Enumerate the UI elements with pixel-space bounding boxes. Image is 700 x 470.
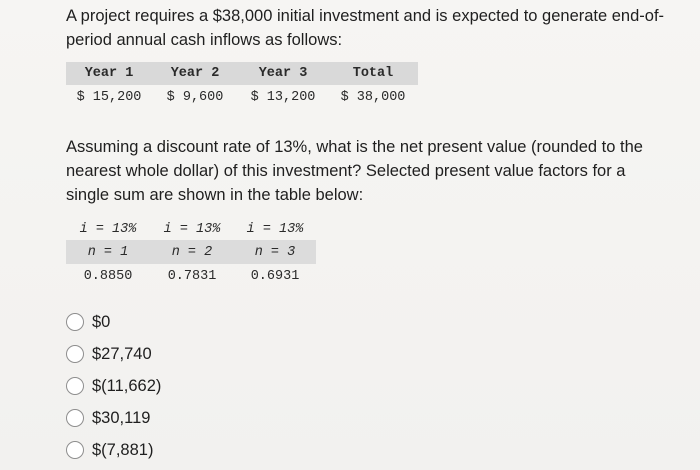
cash-flow-header-row: [66, 62, 418, 85]
rate-cell-1: i = 13%: [79, 221, 137, 237]
option-2[interactable]: [66, 370, 161, 402]
option-label: $27,740: [92, 344, 152, 363]
rate-cell-2: i = 13%: [163, 221, 221, 237]
option-0[interactable]: [66, 306, 161, 338]
question-prompt: Assuming a discount rate of 13%, what is the net present value (rounded to the nearest whole dollar) of this investment? Selected present value factors for a single sum are shown in the table below:: [66, 138, 643, 204]
pv-period-row: [66, 240, 316, 264]
option-label: $0: [92, 312, 111, 331]
answer-options: [66, 306, 161, 466]
factor-cell-3: 0.6931: [250, 268, 300, 284]
value-year-3: $ 13,200: [250, 89, 316, 105]
question-intro: A project requires a $38,000 initial investment and is expected to generate end-of-period annual cash inflows as follows:: [66, 7, 665, 49]
value-total: $ 38,000: [340, 89, 406, 105]
pv-factor-table: [66, 218, 316, 288]
period-cell-1: n = 1: [66, 240, 150, 264]
header-year-1: Year 1: [66, 62, 152, 85]
factor-cell-1: 0.8850: [83, 268, 133, 284]
option-label: $30,119: [92, 408, 151, 427]
factor-cell-2: 0.7831: [167, 268, 217, 284]
header-total: Total: [328, 62, 418, 85]
pv-factor-row: [66, 264, 316, 288]
period-cell-2: n = 2: [150, 240, 234, 264]
period-cell-3: n = 3: [234, 240, 316, 264]
option-4[interactable]: [66, 434, 161, 466]
radio-button[interactable]: [66, 377, 84, 395]
radio-button[interactable]: [66, 441, 84, 459]
value-year-2: $ 9,600: [166, 89, 224, 105]
pv-rate-row: [66, 218, 316, 240]
radio-button[interactable]: [66, 345, 84, 363]
option-1[interactable]: [66, 338, 161, 370]
header-year-2: Year 2: [152, 62, 238, 85]
header-year-3: Year 3: [238, 62, 328, 85]
option-label: $(7,881): [92, 440, 154, 459]
option-3[interactable]: [66, 402, 161, 434]
value-year-1: $ 15,200: [76, 89, 142, 105]
rate-cell-3: i = 13%: [246, 221, 304, 237]
radio-button[interactable]: [66, 313, 84, 331]
radio-button[interactable]: [66, 409, 84, 427]
option-label: $(11,662): [92, 376, 162, 395]
cash-flow-table: [66, 62, 418, 109]
cash-flow-value-row: [66, 85, 418, 109]
